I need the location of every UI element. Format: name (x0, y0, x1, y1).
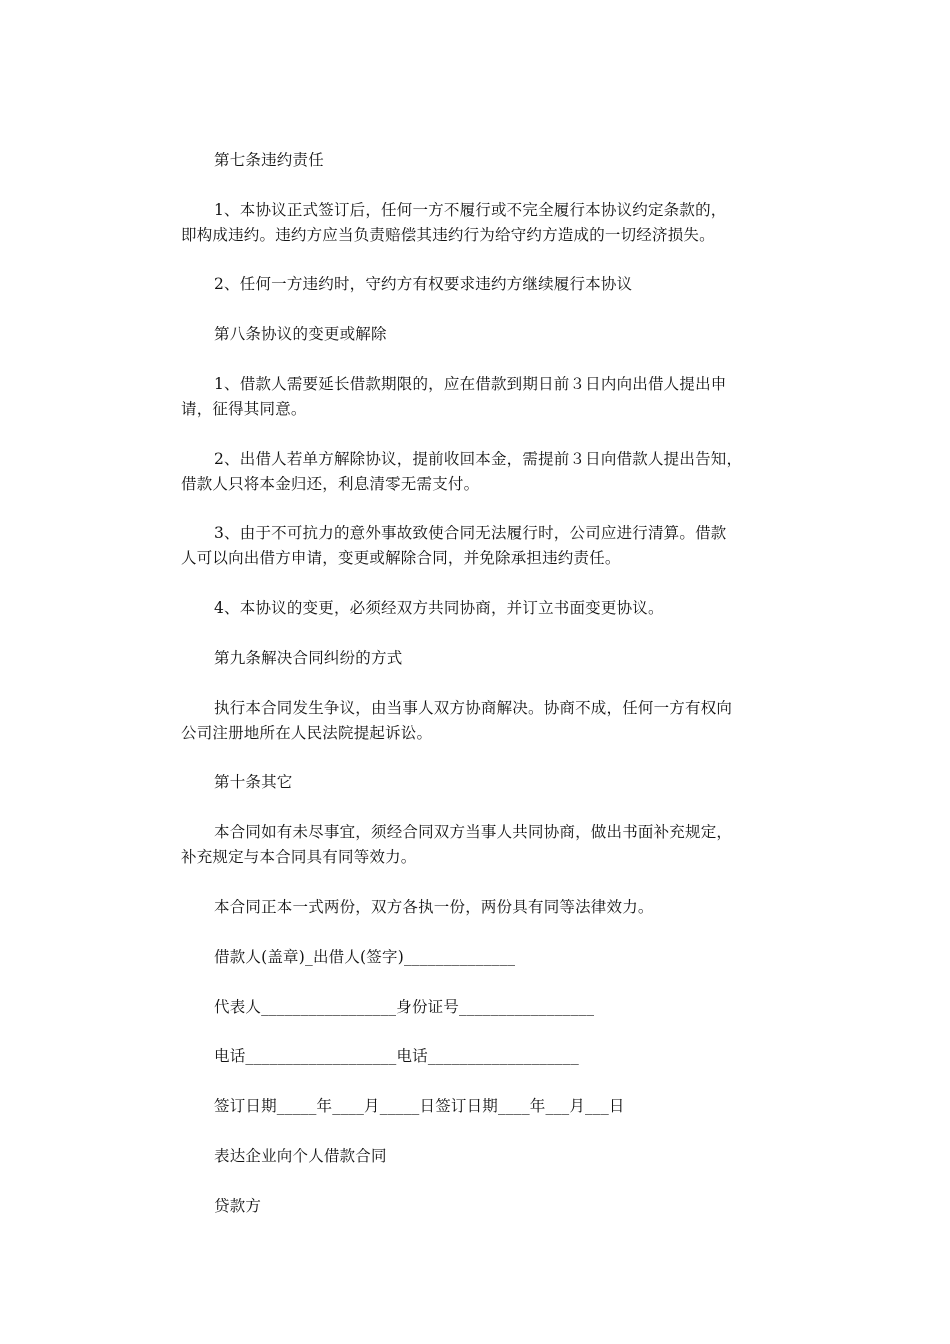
text-line: 第十条其它 (214, 773, 293, 791)
text-line: 第九条解决合同纠纷的方式 (214, 649, 403, 667)
paragraph-10-1 (181, 820, 781, 870)
paragraph-9 (181, 696, 781, 746)
text-line: 表达企业向个人借款合同 (214, 1147, 387, 1165)
paragraph-10-2 (181, 895, 781, 920)
text-line: 1、本协议正式签订后，任何一方不履行或不完全履行本协议约定条款的， (214, 201, 727, 219)
text-line: 请，征得其同意。 (181, 400, 307, 418)
text-line: 4、本协议的变更，必须经双方共同协商，并订立书面变更协议。 (214, 599, 664, 617)
text-line: 公司注册地所在人民法院提起诉讼。 (181, 724, 433, 742)
paragraph-7-1 (181, 198, 781, 248)
heading-article-10 (181, 770, 781, 795)
text-line: 电话___________________电话___________________ (214, 1047, 579, 1065)
text-line: 借款人只将本金归还，利息清零无需支付。 (181, 475, 480, 493)
signature-line-date (181, 1094, 781, 1119)
text-line: 第八条协议的变更或解除 (214, 325, 387, 343)
text-line: 人可以向出借方申请，变更或解除合同，并免除承担违约责任。 (181, 549, 621, 567)
text-line: 即构成违约。违约方应当负责赔偿其违约行为给守约方造成的一切经济损失。 (181, 226, 715, 244)
heading-article-8 (181, 322, 781, 347)
text-line: 本合同如有未尽事宜，须经合同双方当事人共同协商，做出书面补充规定， (214, 823, 733, 841)
signature-line-representative (181, 995, 781, 1020)
text-line: 签订日期_____年____月_____日签订日期____年___月___日 (214, 1097, 625, 1115)
paragraph-8-2 (181, 447, 781, 497)
text-line: 1、借款人需要延长借款期限的，应在借款到期日前３日内向出借人提出申 (214, 375, 727, 393)
text-line: 2、出借人若单方解除协议，提前收回本金，需提前３日向借款人提出告知， (214, 450, 743, 468)
paragraph-8-4 (181, 596, 781, 621)
lender-label (181, 1194, 781, 1219)
heading-article-9 (181, 646, 781, 671)
signature-line-parties (181, 945, 781, 970)
text-line: 第七条违约责任 (214, 151, 324, 169)
heading-article-7 (181, 148, 781, 173)
text-line: 2、任何一方违约时，守约方有权要求违约方继续履行本协议 (214, 275, 633, 293)
text-line: 3、由于不可抗力的意外事故致使合同无法履行时，公司应进行清算。借款 (214, 524, 727, 542)
text-line: 代表人_________________身份证号_________________ (214, 998, 595, 1016)
paragraph-7-2 (181, 272, 781, 297)
text-line: 借款人(盖章)_出借人(签字)______________ (214, 948, 516, 966)
section-title-contract (181, 1144, 781, 1169)
text-line: 本合同正本一式两份，双方各执一份，两份具有同等法律效力。 (214, 898, 654, 916)
paragraph-8-1 (181, 372, 781, 422)
text-line: 贷款方 (214, 1197, 262, 1215)
signature-line-phone (181, 1044, 781, 1069)
text-line: 补充规定与本合同具有同等效力。 (181, 848, 417, 866)
text-line: 执行本合同发生争议，由当事人双方协商解决。协商不成，任何一方有权向 (214, 699, 733, 717)
paragraph-8-3 (181, 521, 781, 571)
